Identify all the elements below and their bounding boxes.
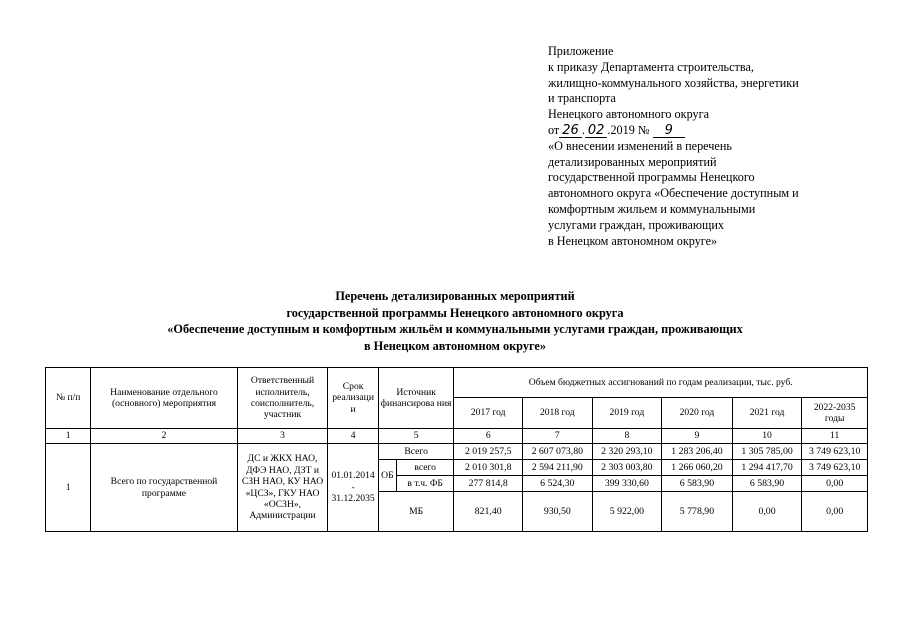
header-year: 2018 год <box>523 398 593 429</box>
subject-line: государственной программы Ненецкого <box>548 170 755 185</box>
appendix-line: жилищно-коммунального хозяйства, энергетики <box>548 75 799 90</box>
ob-fb-value: 6 583,90 <box>662 476 733 492</box>
appendix-line: и транспорта <box>548 91 616 106</box>
header-year: 2022-2035 годы <box>802 398 868 429</box>
header-year: 2021 год <box>732 398 802 429</box>
mb-value: 930,50 <box>523 492 593 532</box>
header-year: 2019 год <box>592 398 662 429</box>
header-year: 2020 год <box>662 398 733 429</box>
appendix-block <box>548 44 888 249</box>
date-prefix: от <box>548 122 560 137</box>
title-line: государственной программы Ненецкого автономного округа <box>286 305 624 320</box>
ob-total-value: 1 294 417,70 <box>732 460 802 476</box>
table-row <box>46 444 868 460</box>
subject-line: услугами граждан, проживающих <box>548 217 724 232</box>
total-value: 2 320 293,10 <box>592 444 662 460</box>
col-number: 1 <box>46 429 91 444</box>
term-end: 31.12.2035 <box>331 493 375 505</box>
subject-line: автономного округа «Обеспечение доступным и <box>548 186 799 201</box>
ob-fb-value: 0,00 <box>802 476 868 492</box>
term-dash: - <box>351 481 355 493</box>
date-sep: . <box>581 122 585 137</box>
mb-value: 0,00 <box>802 492 868 532</box>
total-value: 1 305 785,00 <box>732 444 802 460</box>
total-value: 2 607 073,80 <box>523 444 593 460</box>
title-line: «Обеспечение доступным и комфортным жильём и коммунальными услугами граждан, проживающих <box>167 322 743 336</box>
col-number: 6 <box>454 429 523 444</box>
row-name: Всего по государственной программе <box>91 444 237 532</box>
mb-value: 821,40 <box>454 492 523 532</box>
col-number: 5 <box>378 429 454 444</box>
subject-line: «О внесении изменений в перечень <box>548 138 732 153</box>
appendix-line: к приказу Департамента строительства, <box>548 59 754 74</box>
col-number: 10 <box>732 429 802 444</box>
subject-line: в Ненецком автономном округе» <box>548 233 718 248</box>
mb-value: 0,00 <box>732 492 802 532</box>
total-value: 2 019 257,5 <box>454 444 523 460</box>
title-line: Перечень детализированных мероприятий <box>335 289 575 303</box>
header-term: Срок реализаци и <box>328 368 378 429</box>
total-value: 3 749 623,10 <box>802 444 868 460</box>
col-number: 9 <box>662 429 733 444</box>
appendix-line: Приложение <box>548 44 614 58</box>
ob-total-value: 3 749 623,10 <box>802 460 868 476</box>
ob-fb-value: 6 583,90 <box>732 476 802 492</box>
mb-value: 5 922,00 <box>592 492 662 532</box>
header-responsible: Ответственный исполнитель, соисполнитель, участник <box>237 368 328 429</box>
title-line: в Ненецком автономном округе» <box>363 338 547 353</box>
measures-table <box>45 367 868 532</box>
source-ob-total-label: всего <box>396 460 453 476</box>
mb-value: 5 778,90 <box>662 492 733 532</box>
ob-total-value: 1 266 060,20 <box>662 460 733 476</box>
ob-fb-value: 277 814,8 <box>454 476 523 492</box>
col-number: 7 <box>523 429 593 444</box>
ob-fb-value: 6 524,30 <box>523 476 593 492</box>
source-total-label: Всего <box>378 444 454 460</box>
date-month: 02 <box>585 125 608 138</box>
ob-total-value: 2 594 211,90 <box>523 460 593 476</box>
header-source: Источник финансирова ния <box>378 368 454 429</box>
ob-fb-value: 399 330,60 <box>592 476 662 492</box>
source-ob-label: ОБ <box>378 460 396 492</box>
source-ob-fb-label: в т.ч. ФБ <box>396 476 453 492</box>
row-num: 1 <box>46 444 91 532</box>
col-number: 4 <box>328 429 378 444</box>
date-year: .2019 № <box>607 122 650 137</box>
header-year: 2017 год <box>454 398 523 429</box>
row-responsible: ДС и ЖКХ НАО, ДФЭ НАО, ДЗТ и СЗН НАО, КУ НАО «ЦСЗ», ГКУ НАО «ОСЗН», Администрации <box>237 444 328 532</box>
col-number: 2 <box>91 429 237 444</box>
col-number: 11 <box>802 429 868 444</box>
total-value: 1 283 206,40 <box>662 444 733 460</box>
date-day: 26 <box>559 125 582 138</box>
header-volume: Объем бюджетных ассигнований по годам реализации, тыс. руб. <box>454 368 868 398</box>
subject-line: комфортным жильем и коммунальными <box>548 201 756 216</box>
document-title <box>60 288 850 354</box>
header-name: Наименование отдельного (основного) мероприятия <box>91 368 237 429</box>
subject-line: детализированных мероприятий <box>548 154 717 169</box>
source-mb-label: МБ <box>378 492 454 532</box>
ob-total-value: 2 303 003,80 <box>592 460 662 476</box>
ob-total-value: 2 010 301,8 <box>454 460 523 476</box>
order-date-line <box>548 123 888 139</box>
header-num: № п/п <box>46 368 91 429</box>
appendix-line: Ненецкого автономного округа <box>548 107 710 122</box>
row-term <box>328 444 378 532</box>
col-number: 8 <box>592 429 662 444</box>
order-number: 9 <box>653 125 685 138</box>
term-start: 01.01.2014 <box>331 470 375 482</box>
col-number: 3 <box>237 429 328 444</box>
